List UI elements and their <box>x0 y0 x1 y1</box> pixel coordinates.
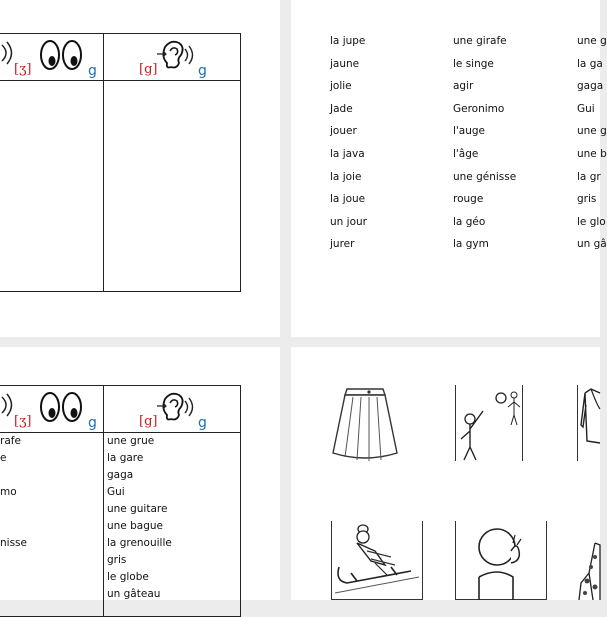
word-item: une b <box>577 147 607 160</box>
word-item: la joue <box>330 193 366 206</box>
ear-icon <box>157 389 199 425</box>
letter-g-label: g <box>88 415 97 431</box>
sound-symbol-j: [ʒ] <box>14 62 32 77</box>
sound-symbol-g: [g] <box>139 414 158 429</box>
word-item: la ga <box>577 57 603 70</box>
table-word-item: e <box>0 452 7 464</box>
table-word-item: nisse <box>0 537 27 549</box>
word-column-g-hard <box>577 30 607 256</box>
face-image <box>455 521 547 600</box>
word-item: la géo <box>453 215 486 228</box>
word-item: jouer <box>330 125 357 138</box>
table-word-item: gris <box>107 554 127 566</box>
word-item: une génisse <box>453 170 517 183</box>
word-item: le singe <box>453 57 494 70</box>
word-item: agir <box>453 80 474 93</box>
table-word-item: la grenouille <box>107 537 172 549</box>
word-item: rouge <box>453 193 484 206</box>
jacket-image <box>577 385 600 461</box>
table-word-item <box>0 518 27 535</box>
word-item: jaune <box>330 57 360 70</box>
word-item: Gui <box>577 102 595 115</box>
table-word-item: la gare <box>107 452 144 464</box>
word-list-panel <box>291 0 607 337</box>
word-item: la java <box>330 147 365 160</box>
word-column-g-soft <box>453 30 516 256</box>
eyes-icon <box>40 39 82 71</box>
giraffe-image <box>577 543 600 600</box>
table-word-item: une bague <box>107 520 163 532</box>
table-word-item: le globe <box>107 571 149 583</box>
word-item: gaga <box>577 80 604 93</box>
picture-cards-panel <box>291 347 600 600</box>
word-item: une g <box>577 125 607 138</box>
sound-symbol-j: [ʒ] <box>14 414 32 429</box>
word-item: la gym <box>453 238 489 251</box>
sled-image <box>331 521 423 600</box>
table-divider <box>103 386 104 616</box>
filled-sort-table-panel <box>0 347 280 600</box>
skirt-image <box>329 385 401 465</box>
word-item: gris <box>577 193 597 206</box>
sort-table-panel <box>0 0 280 337</box>
table-word-item: mo <box>0 486 17 498</box>
word-item: l'auge <box>453 125 486 138</box>
table-word-item: une guitare <box>107 503 168 515</box>
word-column-j <box>330 30 367 256</box>
word-item: Geronimo <box>453 102 505 115</box>
word-item: jolie <box>330 80 352 93</box>
table-word-item <box>0 501 27 518</box>
table-word-item: un gâteau <box>107 588 161 600</box>
table-word-item <box>0 467 27 484</box>
table-column-g-words <box>107 433 172 603</box>
word-item: un jour <box>330 215 367 228</box>
table-word-item: rafe <box>0 435 21 447</box>
word-item: jurer <box>330 238 355 251</box>
letter-g-label: g <box>198 415 207 431</box>
letter-g-label: g <box>88 63 97 79</box>
sound-symbol-g: [g] <box>139 62 158 77</box>
word-item: l'âge <box>453 147 479 160</box>
table-header-divider <box>0 80 240 81</box>
word-item: le glo <box>577 215 606 228</box>
table-word-item: une grue <box>107 435 155 447</box>
word-item: la joie <box>330 170 362 183</box>
word-item: Jade <box>330 102 353 115</box>
table-column-j-words <box>0 433 27 552</box>
table-divider <box>103 34 104 291</box>
word-item: la jupe <box>330 35 366 47</box>
table-word-item: gaga <box>107 469 134 481</box>
eyes-icon <box>40 391 82 423</box>
boy-ball-image <box>455 385 523 461</box>
letter-g-label: g <box>198 63 207 79</box>
ear-icon <box>157 37 199 73</box>
word-item: la gr <box>577 170 601 183</box>
table-word-item: Gui <box>107 486 125 498</box>
word-item: une g <box>577 35 607 47</box>
word-item: une girafe <box>453 35 507 47</box>
word-item: un gâ <box>577 238 607 251</box>
